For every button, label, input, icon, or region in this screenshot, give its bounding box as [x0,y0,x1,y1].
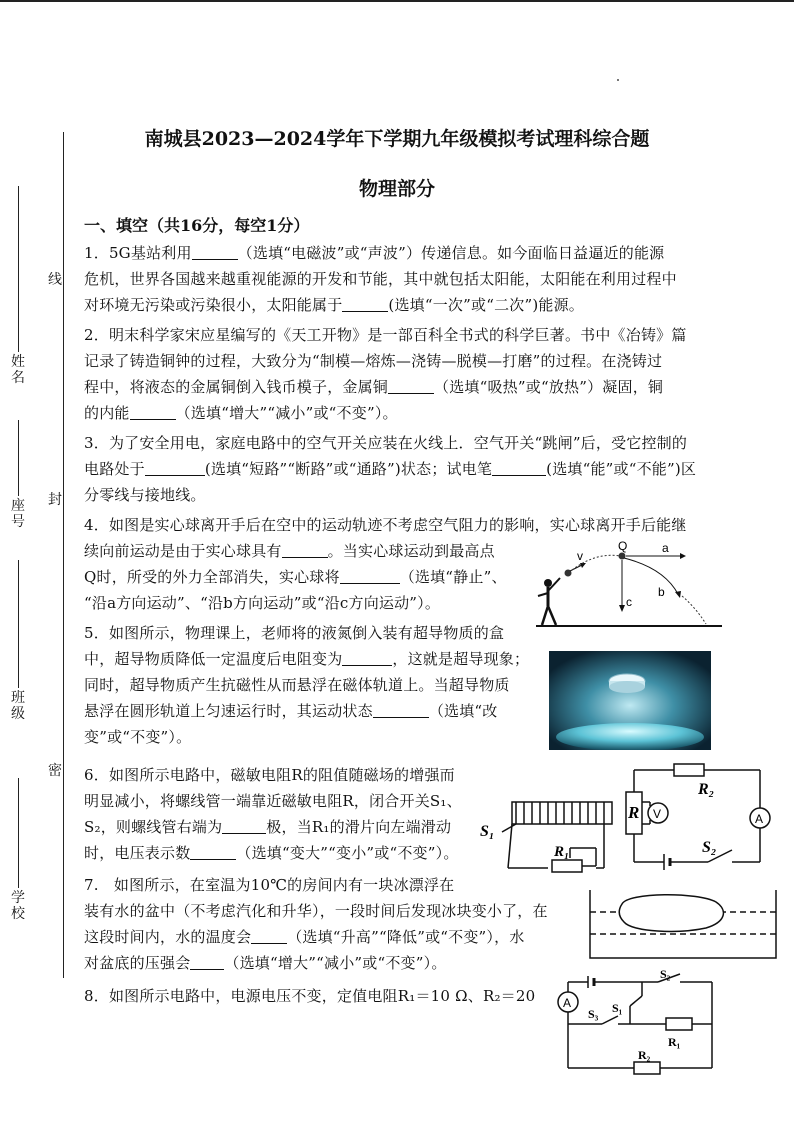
scan-dot [617,79,619,81]
exam-title: 南城县2023—2024学年下学期九年级模拟考试理科综合题 [144,128,650,150]
magnetoresistor-circuit [478,762,778,874]
q6-blank-1[interactable] [222,819,266,834]
s1-label: S₁ [480,823,495,840]
q4-blank-1[interactable] [282,543,328,558]
q3-blank-2[interactable] [492,461,546,476]
superconductor-photo [549,651,711,750]
section-heading: 一、填空（共16分，每空1分） [84,216,310,235]
school-label: 学校 [11,890,25,922]
question-4: 4．如图是实心球离开手后在空中的运动轨迹不考虑空气阻力的影响，实心球离开手后能继 续向前运动是由于实心球具有 。当实心球运动到最高点 Q时，所受的外力全部消失，实心球将 （选填“静止”、 “沿a方向运动”、“沿b方向运动”或“沿c方向运动”）。 [84,516,687,612]
q4-blank-2[interactable] [340,569,400,584]
v-meter-label: V [653,807,662,821]
q7-blank-2[interactable] [190,955,224,970]
seat-field[interactable] [10,420,26,530]
school-field[interactable] [10,778,26,922]
q8-r2-label: R₂ [638,1048,651,1062]
class-label: 班级 [11,690,25,722]
q-label: Q [618,539,628,553]
ice-block [619,895,723,932]
binding-line [63,132,64,978]
q2-blank-1[interactable] [388,379,434,394]
q8-s1-label: S₁ [612,1001,623,1015]
name-label: 姓名 [11,354,25,386]
a-label: a [662,541,669,555]
question-6: 6．如图所示电路中，磁敏电阻R的阻值随磁场的增强而 明显减小，将螺线管一端靠近磁敏电阻R，闭合开关S₁、 S₂，则螺线管右端为 极，当R₁的滑片向左端滑动 时，电压表示数 （选填“变大”“变小”或“不变”）。 [84,766,462,862]
margin-label-xian: 线 [48,272,62,288]
q8-r1-label: R₁ [668,1035,681,1049]
shot-put-figure [534,538,724,630]
b-label: b [658,585,665,599]
c-label: c [626,595,632,609]
q5-blank-1[interactable] [342,651,392,666]
a-meter-label: A [755,812,764,826]
seat-label: 座号 [11,498,25,530]
magnet-track [556,723,704,750]
v-label: v [577,549,583,563]
question-8: 8．如图所示电路中，电源电压不变，定值电阻R₁＝10 Ω、R₂＝20 [84,987,536,1005]
q8-r2 [634,1062,660,1074]
q3-blank-1[interactable] [145,461,205,476]
q8-s3-label: S₃ [588,1007,599,1021]
q1-blank-1[interactable] [192,245,238,260]
r-label: R [628,803,640,822]
exam-subtitle: 物理部分 [358,178,435,200]
solenoid-core [512,802,612,824]
q7-blank-1[interactable] [251,929,287,944]
name-field[interactable] [10,186,26,386]
s2-label: S₂ [702,839,717,856]
question-3: 3．为了安全用电，家庭电路中的空气开关应装在火线上．空气开关“跳闸”后，受它控制的 电路处于 (选填“短路”“断路”或“通路”)状态；试电笔 (选填“能”或“不能”)区 分零线与接地线。 [84,434,697,504]
q2-blank-2[interactable] [130,405,176,420]
class-field[interactable] [10,560,26,722]
ice-basin-figure [588,888,778,960]
question-1: 1．5G基站利用 （选填“电磁波”或“声波”）传递信息。如今面临日益逼近的能源 危机，世界各国越来越重视能源的开发和节能，其中就包括太阳能，太阳能在利用过程中 对环境无污染或污染很小，太阳能属于 (选填“一次”或“二次”)能源。 [84,244,677,314]
question-2: 2．明末科学家宋应星编写的《天工开物》是一部百科全书式的科学巨著。书中《冶铸》篇 记录了铸造铜钟的过程，大致分为“制模—熔炼—浇铸—脱模—打磨”的过程。在浇铸过 程中，将液态的金属铜倒入钱币模子，金属铜 （选填“吸热”或“放热”）凝固，铜 的内能 （选填“增大”“减小”或“不变”）。 [84,326,687,422]
q8-a-label: A [563,996,572,1010]
top-border [0,0,794,2]
r1-label: R₁ [554,844,570,860]
person-head [544,579,552,587]
q1-blank-2[interactable] [342,297,388,312]
margin-label-mi: 密 [48,763,62,779]
q6-blank-2[interactable] [190,845,236,860]
question-7: 7. 如图所示，在室温为10℃的房间内有一块冰漂浮在 装有水的盆中（不考虑汽化和升华），一段时间后发现冰块变小了，在 这段时间内，水的温度会 （选填“升高”“降低”或“不变”），水 对盆底的压强会 （选填“增大”“减小”或“不变”）。 [84,876,548,972]
question-5: 5．如图所示，物理课上，老师将的液氮倒入装有超导物质的盒 中，超导物质降低一定温度后电阻变为 ，这就是超导现象； 同时，超导物质产生抗磁性从而悬浮在磁体轨道上。当超导物质 悬浮在圆形轨道上匀速运行时，其运动状态 （选填“改 变”或“不变”）。 [84,624,530,746]
q8-circuit [548,968,718,1076]
margin-label-feng: 封 [48,492,62,508]
q8-r1 [666,1018,692,1030]
r2-label: R₂ [698,781,715,798]
r2-resistor [674,764,704,776]
r1-rheostat [552,860,582,872]
q8-s2-label: S₂ [660,968,671,981]
q5-blank-2[interactable] [373,703,429,718]
